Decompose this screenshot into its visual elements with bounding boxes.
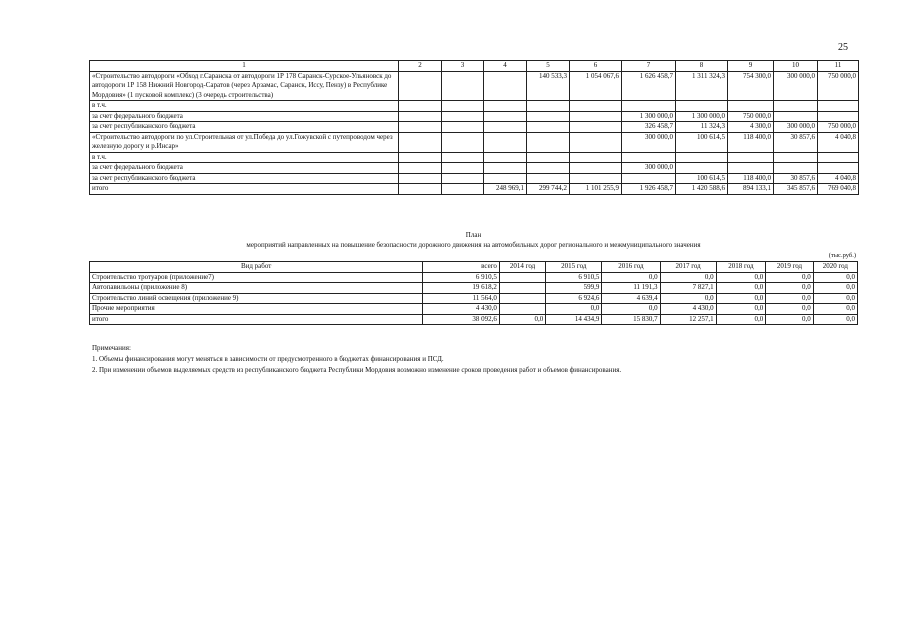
table-cell: [527, 132, 570, 152]
table-row: [90, 314, 858, 325]
table-cell: 4 639,4: [602, 293, 660, 304]
table-cell: [484, 163, 527, 174]
table-cell: 0,0: [766, 272, 813, 283]
table-cell: [622, 152, 676, 163]
column-header: 9: [728, 61, 774, 72]
table-cell: 0,0: [660, 293, 716, 304]
note-item: 2. При изменении объемов выделяемых средств из республиканского бюджета Республики Мордовия возможно изменение сроков проведения работ и объемов финансирования.: [92, 366, 622, 374]
table-cell: 345 857,6: [774, 184, 818, 195]
table-cell: [570, 101, 622, 112]
table-cell: [570, 173, 622, 184]
table-cell: 0,0: [602, 272, 660, 283]
table-cell: 0,0: [766, 304, 813, 315]
table-cell: 0,0: [716, 314, 766, 325]
table-cell: 769 040,8: [818, 184, 859, 195]
table-cell: [676, 152, 728, 163]
table-cell: [774, 111, 818, 122]
table-cell: 1 054 067,6: [570, 71, 622, 101]
table-cell: 38 092,6: [423, 314, 500, 325]
table-row: [90, 283, 858, 294]
column-header: 2: [399, 61, 442, 72]
table-cell: 750 000,0: [818, 122, 859, 133]
table-cell: [499, 304, 545, 315]
column-header: 11: [818, 61, 859, 72]
table-cell: 0,0: [660, 272, 716, 283]
table-cell: 100 614,5: [676, 132, 728, 152]
table-cell: 0,0: [766, 314, 813, 325]
table-cell: [728, 152, 774, 163]
table-cell: [622, 101, 676, 112]
table-cell: 0,0: [546, 304, 602, 315]
table-cell: 299 744,2: [527, 184, 570, 195]
column-header: 2020 год: [813, 262, 857, 273]
table-cell: 1 311 324,3: [676, 71, 728, 101]
financing-table: [89, 60, 859, 195]
table-cell: 599,9: [546, 283, 602, 294]
table-cell: 11 191,3: [602, 283, 660, 294]
column-header: 2018 год: [716, 262, 766, 273]
table-cell: 0,0: [602, 304, 660, 315]
column-header: 2017 год: [660, 262, 716, 273]
table-row: [90, 152, 859, 163]
table-cell: [442, 122, 484, 133]
table-row: [90, 304, 858, 315]
table-cell: 300 000,0: [622, 132, 676, 152]
table-cell: 118 400,0: [728, 173, 774, 184]
table-cell: 1 420 588,6: [676, 184, 728, 195]
table-cell: 248 969,1: [484, 184, 527, 195]
table-cell: [484, 111, 527, 122]
table-cell: [527, 163, 570, 174]
table-cell: [399, 173, 442, 184]
table-cell: 0,0: [813, 314, 857, 325]
table-cell: 326 458,7: [622, 122, 676, 133]
row-label: за счет республиканского бюджета: [90, 173, 399, 184]
table-cell: [484, 132, 527, 152]
table-cell: [728, 163, 774, 174]
table-cell: 4 300,0: [728, 122, 774, 133]
column-header: 2014 год: [499, 262, 545, 273]
column-header: 5: [527, 61, 570, 72]
table-cell: 300 000,0: [774, 71, 818, 101]
table-cell: 1 626 458,7: [622, 71, 676, 101]
plan-subtitle: мероприятий направленных на повышение безопасности дорожного движения на автомобильных дорог регионального и межмуниципального значения: [246, 241, 701, 249]
row-label: итого: [90, 314, 423, 325]
table-cell: 14 434,9: [546, 314, 602, 325]
row-label: за счет федерального бюджета: [90, 163, 399, 174]
table-cell: [527, 111, 570, 122]
table-row: [90, 111, 859, 122]
table-cell: 19 618,2: [423, 283, 500, 294]
column-header: 8: [676, 61, 728, 72]
header-row: [90, 262, 858, 273]
table-row: [90, 184, 859, 195]
table-cell: [527, 152, 570, 163]
table-cell: 894 133,1: [728, 184, 774, 195]
page-number: 25: [838, 42, 848, 53]
table-cell: 30 857,6: [774, 132, 818, 152]
table-cell: 0,0: [813, 272, 857, 283]
table-cell: [570, 111, 622, 122]
table-cell: [570, 132, 622, 152]
table-cell: 140 533,3: [527, 71, 570, 101]
row-label: итого: [90, 184, 399, 195]
table-cell: [484, 173, 527, 184]
table-cell: 0,0: [716, 304, 766, 315]
table-cell: 300 000,0: [774, 122, 818, 133]
table-cell: 4 430,0: [423, 304, 500, 315]
safety-measures-table: [89, 261, 858, 325]
table-cell: 1 101 255,9: [570, 184, 622, 195]
table-cell: [774, 163, 818, 174]
table-cell: [442, 111, 484, 122]
table-row: [90, 101, 859, 112]
notes: [92, 343, 621, 376]
table-cell: [728, 101, 774, 112]
units-label: (тыс.руб.): [828, 252, 856, 259]
row-label: «Строительство автодороги по ул.Строительная от ул.Победа до ул.Гожувской с путепроводом через железную дорогу и р.Инсар»: [90, 132, 399, 152]
table-cell: [818, 152, 859, 163]
table-cell: [774, 152, 818, 163]
table-cell: [527, 173, 570, 184]
header-row: [90, 61, 859, 72]
table-cell: 754 300,0: [728, 71, 774, 101]
table-cell: [399, 71, 442, 101]
table-cell: [442, 173, 484, 184]
column-header: 2015 год: [546, 262, 602, 273]
table-cell: 4 040,8: [818, 173, 859, 184]
table-cell: [484, 101, 527, 112]
table-cell: [570, 163, 622, 174]
table-cell: [676, 163, 728, 174]
table-cell: [399, 122, 442, 133]
table-cell: 0,0: [813, 293, 857, 304]
table-cell: [622, 173, 676, 184]
table-cell: 15 830,7: [602, 314, 660, 325]
table-cell: 4 430,0: [660, 304, 716, 315]
table-cell: 11 564,0: [423, 293, 500, 304]
table-cell: [399, 163, 442, 174]
table-row: [90, 71, 859, 101]
column-header: Вид работ: [90, 262, 423, 273]
row-label: за счет федерального бюджета: [90, 111, 399, 122]
row-label: Прочие мероприятия: [90, 304, 423, 315]
table-cell: [818, 111, 859, 122]
column-header: 1: [90, 61, 399, 72]
table-cell: [676, 101, 728, 112]
table-cell: 118 400,0: [728, 132, 774, 152]
row-label: в т.ч.: [90, 152, 399, 163]
column-header: 4: [484, 61, 527, 72]
table-cell: 0,0: [716, 293, 766, 304]
table-cell: 6 924,6: [546, 293, 602, 304]
table-cell: [570, 122, 622, 133]
table-row: [90, 122, 859, 133]
table-cell: [399, 101, 442, 112]
table-cell: [527, 122, 570, 133]
note-item: 1. Объемы финансирования могут меняться в зависимости от предусмотренного в бюджетах финансирования и ПСД.: [92, 355, 444, 363]
table-cell: 4 040,8: [818, 132, 859, 152]
row-label: Строительство тротуаров (приложение7): [90, 272, 423, 283]
table-cell: 750 000,0: [728, 111, 774, 122]
table-cell: 7 827,1: [660, 283, 716, 294]
table-cell: [442, 152, 484, 163]
table-cell: 1 926 458,7: [622, 184, 676, 195]
table-cell: 0,0: [813, 304, 857, 315]
column-header: 2019 год: [766, 262, 813, 273]
table-cell: [774, 101, 818, 112]
table-cell: [442, 184, 484, 195]
row-label: Автопавильоны (приложение 8): [90, 283, 423, 294]
row-label: Строительство линий освещения (приложение 9): [90, 293, 423, 304]
row-label: в т.ч.: [90, 101, 399, 112]
table-cell: 0,0: [499, 314, 545, 325]
row-label: «Строительство автодороги «Обход г.Саранска от автодороги 1Р 178 Саранск-Сурское-Ульяновск до автодороги 1Р 158 Нижний Новгород-Саратов (через Арзамас, Саранск, Иссу, Пензу) в Республике Мордовия» (1 пусковой комплекс) (3 очередь строительства): [90, 71, 399, 101]
table-cell: [484, 152, 527, 163]
table-cell: [499, 272, 545, 283]
table-row: [90, 163, 859, 174]
table-cell: 0,0: [716, 272, 766, 283]
column-header: 3: [442, 61, 484, 72]
table-cell: 0,0: [766, 283, 813, 294]
notes-heading: Примечания:: [92, 344, 131, 352]
table-cell: [484, 122, 527, 133]
column-header: 10: [774, 61, 818, 72]
table-cell: [399, 111, 442, 122]
table-cell: 1 300 000,0: [622, 111, 676, 122]
table-cell: 300 000,0: [622, 163, 676, 174]
column-header: 7: [622, 61, 676, 72]
table-cell: [399, 152, 442, 163]
table-cell: [442, 163, 484, 174]
table-cell: 1 300 000,0: [676, 111, 728, 122]
table-cell: 750 000,0: [818, 71, 859, 101]
table-cell: 12 257,1: [660, 314, 716, 325]
table-cell: [442, 132, 484, 152]
table-cell: [442, 71, 484, 101]
table-row: [90, 132, 859, 152]
table-cell: 0,0: [813, 283, 857, 294]
table-cell: 6 910,5: [423, 272, 500, 283]
table-cell: [570, 152, 622, 163]
table-cell: [484, 71, 527, 101]
table-cell: [818, 101, 859, 112]
table-cell: [399, 184, 442, 195]
table-cell: [818, 163, 859, 174]
table-row: [90, 272, 858, 283]
table-row: [90, 293, 858, 304]
table-cell: 0,0: [766, 293, 813, 304]
table-cell: [399, 132, 442, 152]
column-header: всего: [423, 262, 500, 273]
column-header: 2016 год: [602, 262, 660, 273]
plan-title: План: [465, 231, 482, 239]
table-cell: 0,0: [716, 283, 766, 294]
table-cell: [442, 101, 484, 112]
table-cell: [499, 283, 545, 294]
table-cell: 11 324,3: [676, 122, 728, 133]
row-label: за счет республиканского бюджета: [90, 122, 399, 133]
table-cell: 30 857,6: [774, 173, 818, 184]
table-cell: 6 910,5: [546, 272, 602, 283]
table-cell: [527, 101, 570, 112]
table-cell: 100 614,5: [676, 173, 728, 184]
column-header: 6: [570, 61, 622, 72]
table-row: [90, 173, 859, 184]
table-cell: [499, 293, 545, 304]
